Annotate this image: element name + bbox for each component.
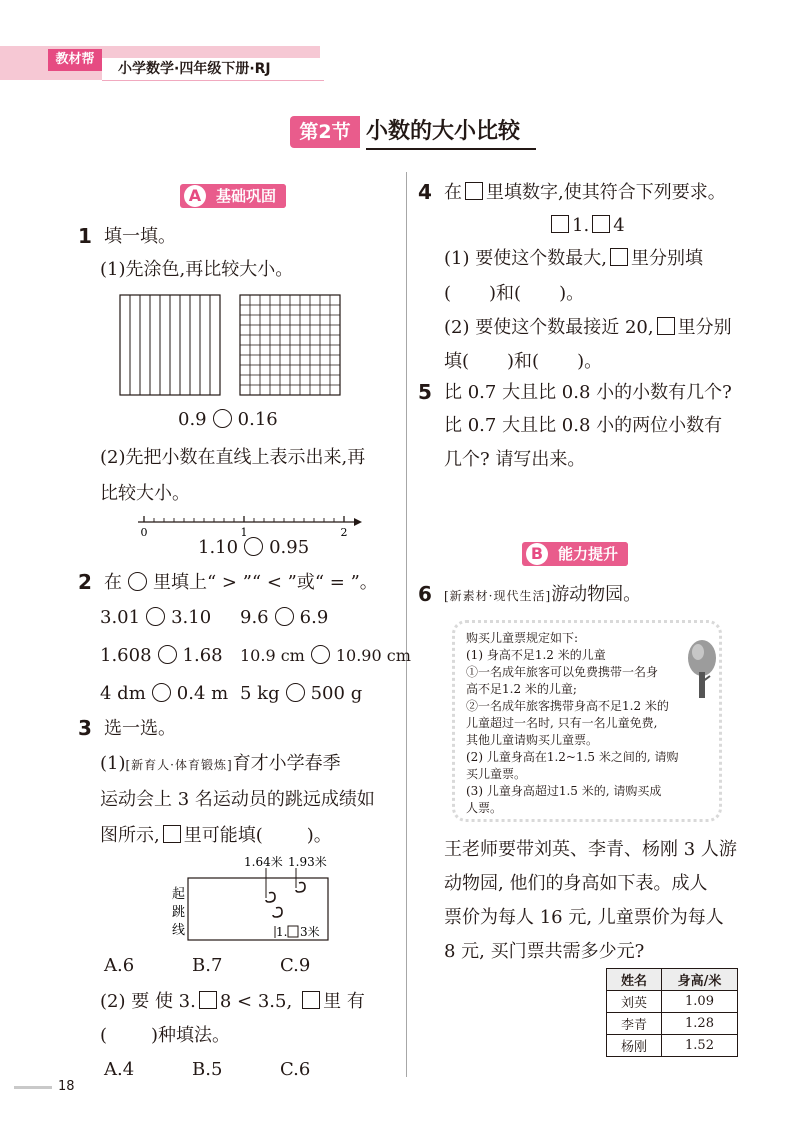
takeoff-label-2: 跳 bbox=[172, 905, 186, 920]
q6-text-line4: 8 元, 买门票共需多少元? bbox=[444, 941, 645, 962]
q3-s2-line1 bbox=[100, 990, 365, 1014]
q1-compare-2 bbox=[198, 536, 309, 560]
q2-item-2-left: 9.6 bbox=[240, 607, 269, 628]
q1-sub2-line1: (2)先把小数在直线上表示出来,再 bbox=[100, 447, 366, 468]
q5-line2: 比 0.7 大且比 0.8 小的两位小数有 bbox=[444, 415, 723, 436]
q4-num-end: 4 bbox=[613, 215, 625, 236]
compare-circle[interactable] bbox=[152, 683, 171, 702]
part-a-badge bbox=[180, 184, 286, 208]
q2-title-post: 里填上“ > ”“ < ”或“ = ”。 bbox=[153, 572, 378, 593]
q3-s1-option-b[interactable]: B.7 bbox=[192, 955, 223, 976]
ticket-rules-text bbox=[466, 630, 706, 817]
q4-s2-line2 bbox=[444, 350, 602, 374]
q2-item-6-right: 500 g bbox=[310, 683, 363, 704]
answer-box[interactable] bbox=[551, 215, 569, 233]
q2-item-5-left: 4 dm bbox=[100, 683, 146, 704]
tenths-grid bbox=[119, 294, 221, 396]
q1-title: 填一填。 bbox=[104, 226, 176, 247]
compare-circle[interactable] bbox=[213, 409, 232, 428]
rule-line: 其他儿童请购买儿童票。 bbox=[466, 733, 599, 747]
q1-number: 1 bbox=[78, 224, 92, 248]
part-b-letter: B bbox=[526, 543, 548, 565]
q2-item-5 bbox=[100, 682, 228, 706]
q2-item-1-left: 3.01 bbox=[100, 607, 141, 628]
table-row bbox=[607, 1013, 738, 1035]
table-row bbox=[607, 991, 738, 1013]
q3-s2-option-c[interactable]: C.6 bbox=[280, 1059, 311, 1080]
answer-box[interactable] bbox=[592, 215, 610, 233]
q4-number: 4 bbox=[418, 180, 432, 204]
q4-s2-a: (2) 要使这个数最接近 20, bbox=[444, 317, 654, 338]
jump-label-3-post: 3米 bbox=[300, 925, 320, 939]
q2-item-2-right: 6.9 bbox=[299, 607, 329, 628]
q1-compare-2-right: 0.95 bbox=[269, 537, 310, 558]
q2-item-4 bbox=[240, 644, 411, 668]
q2-item-1 bbox=[100, 606, 211, 630]
section-tag: 第2节 bbox=[290, 116, 360, 148]
compare-circle[interactable] bbox=[275, 607, 294, 626]
q3-s2-text2a: ( bbox=[100, 1025, 108, 1046]
takeoff-label-3: 线 bbox=[172, 923, 186, 938]
q3-s1-line2: 运动会上 3 名运动员的跳远成绩如 bbox=[100, 789, 375, 810]
answer-box[interactable] bbox=[163, 825, 181, 843]
q6-number: 6 bbox=[418, 582, 432, 606]
q6-text-line1: 王老师要带刘英、李青、杨刚 3 人游 bbox=[444, 839, 737, 860]
q6-text-line3: 票价为每人 16 元, 儿童票价为每人 bbox=[444, 907, 724, 928]
jump-label-2: 1.93米 bbox=[288, 855, 327, 869]
table-cell-name: 杨刚 bbox=[607, 1035, 662, 1057]
answer-box[interactable] bbox=[302, 991, 320, 1009]
q2-item-2 bbox=[240, 606, 328, 630]
box-icon bbox=[465, 182, 483, 200]
compare-circle[interactable] bbox=[146, 607, 165, 626]
q2-item-3 bbox=[100, 644, 223, 668]
rule-line: 人票。 bbox=[466, 801, 503, 815]
tree-icon bbox=[684, 638, 720, 700]
q6-title-text: 游动物园。 bbox=[551, 584, 642, 605]
rule-line: (1) 身高不足1.2 米的儿童 bbox=[466, 648, 606, 662]
q3-s1-line3 bbox=[100, 824, 332, 848]
q3-s1-option-a[interactable]: A.6 bbox=[104, 955, 135, 976]
q3-s2-text1c: 里 有 bbox=[323, 991, 365, 1012]
rule-line: (2) 儿童身高在1.2~1.5 米之间的, 请购 bbox=[466, 750, 679, 764]
q3-s1-text3b: 里可能填( bbox=[183, 825, 263, 846]
q3-number: 3 bbox=[78, 716, 92, 740]
q6-title bbox=[444, 583, 641, 608]
compare-circle[interactable] bbox=[311, 645, 330, 664]
q2-item-6-left: 5 kg bbox=[240, 683, 280, 704]
q5-number: 5 bbox=[418, 380, 432, 404]
rule-line: 买儿童票。 bbox=[466, 767, 527, 781]
q4-title-pre: 在 bbox=[444, 182, 462, 203]
section-title: 小数的大小比较 bbox=[366, 119, 521, 144]
q4-s1-b: 里分别填 bbox=[630, 248, 703, 269]
q4-num-mid: 1. bbox=[572, 215, 590, 236]
q6-text-line2: 动物园, 他们的身高如下表。成人 bbox=[444, 873, 708, 894]
rule-line: (3) 儿童身高超过1.5 米的, 请购买成 bbox=[466, 784, 662, 798]
q1-compare-1-right: 0.16 bbox=[237, 409, 278, 430]
q3-s1-tag: [新育人·体育锻炼] bbox=[125, 758, 233, 772]
long-jump-figure bbox=[166, 852, 336, 946]
page-number: 18 bbox=[58, 1079, 75, 1094]
compare-circle[interactable] bbox=[286, 683, 305, 702]
header-tab: 教材帮 bbox=[48, 49, 102, 71]
table-cell-name: 李青 bbox=[607, 1013, 662, 1035]
q2-item-6 bbox=[240, 682, 362, 706]
table-header-row bbox=[607, 969, 738, 991]
q2-title-pre: 在 bbox=[104, 572, 122, 593]
compare-circle-icon bbox=[128, 572, 147, 591]
q5-line1: 比 0.7 大且比 0.8 小的小数有几个? bbox=[444, 382, 732, 403]
jump-label-3-pre: 1. bbox=[276, 925, 288, 939]
q2-title bbox=[104, 571, 378, 595]
compare-circle[interactable] bbox=[158, 645, 177, 664]
part-b-label: 能力提升 bbox=[552, 542, 628, 566]
q3-s2-text1a: (2) 要 使 3. bbox=[100, 991, 196, 1012]
q3-s2-line2 bbox=[100, 1024, 230, 1048]
box-icon bbox=[610, 248, 628, 266]
q3-s1-text3a: 图所示, bbox=[100, 825, 160, 846]
axis-label-0: 0 bbox=[140, 526, 148, 539]
q3-s2-option-a[interactable]: A.4 bbox=[104, 1059, 135, 1080]
q3-s1-text1: 育才小学春季 bbox=[232, 753, 341, 774]
height-table bbox=[606, 968, 738, 1057]
hundredths-grid bbox=[239, 294, 341, 396]
part-a-letter: A bbox=[184, 185, 206, 207]
table-cell-height: 1.28 bbox=[662, 1013, 738, 1035]
rule-line: 高不足1.2 米的儿童; bbox=[466, 682, 577, 696]
part-b-badge bbox=[522, 542, 628, 566]
q3-s1-line1 bbox=[100, 752, 341, 777]
q6-tag: [新素材·现代生活] bbox=[444, 589, 552, 603]
q2-item-5-right: 0.4 m bbox=[176, 683, 229, 704]
table-cell-height: 1.09 bbox=[662, 991, 738, 1013]
q3-s1-text3c: )。 bbox=[306, 825, 332, 846]
q3-title: 选一选。 bbox=[104, 718, 176, 739]
axis-label-2: 2 bbox=[340, 526, 348, 539]
footprint-icon bbox=[266, 893, 275, 903]
q2-number: 2 bbox=[78, 570, 92, 594]
q4-s2-c3: )。 bbox=[577, 351, 603, 372]
q1-compare-2-left: 1.10 bbox=[198, 537, 239, 558]
jump-label-1: 1.64米 bbox=[244, 855, 283, 869]
q1-compare-1 bbox=[178, 408, 278, 432]
q5-line3: 几个? 请写出来。 bbox=[444, 449, 586, 470]
q2-item-4-right: 10.90 cm bbox=[335, 646, 411, 665]
section-underline bbox=[366, 148, 536, 150]
takeoff-label-1: 起 bbox=[172, 887, 186, 902]
q4-s1-c3: )。 bbox=[559, 283, 585, 304]
q3-s1-option-c[interactable]: C.9 bbox=[280, 955, 311, 976]
q4-number-template bbox=[548, 214, 625, 238]
answer-box[interactable] bbox=[199, 991, 217, 1009]
rule-line: ①一名成年旅客可以免费携带一名身 bbox=[466, 665, 659, 679]
q4-s1-c1: ( bbox=[444, 283, 452, 304]
q2-item-4-left: 10.9 cm bbox=[240, 646, 305, 665]
header-book-title: 小学数学·四年级下册·RJ bbox=[118, 61, 271, 77]
q4-s2-c1: 填( bbox=[444, 351, 470, 372]
box-icon bbox=[657, 317, 675, 335]
q2-item-1-right: 3.10 bbox=[171, 607, 212, 628]
q4-s2-b: 里分别 bbox=[677, 317, 732, 338]
table-header-name: 姓名 bbox=[607, 969, 662, 991]
q4-title-post: 里填数字,使其符合下列要求。 bbox=[486, 182, 726, 203]
q4-s1-line1 bbox=[444, 247, 703, 271]
q4-s2-c2: )和( bbox=[507, 351, 540, 372]
q1-compare-1-left: 0.9 bbox=[178, 409, 207, 430]
q2-item-3-right: 1.68 bbox=[182, 645, 223, 666]
q4-s2-line1 bbox=[444, 316, 732, 340]
table-cell-name: 刘英 bbox=[607, 991, 662, 1013]
q4-s1-line2 bbox=[444, 282, 584, 306]
q2-item-3-left: 1.608 bbox=[100, 645, 152, 666]
q3-s2-text2b: )种填法。 bbox=[151, 1025, 231, 1046]
q3-s2-option-b[interactable]: B.5 bbox=[192, 1059, 223, 1080]
rule-line: ②一名成年旅客携带身高不足1.2 米的 bbox=[466, 699, 669, 713]
q4-s1-a: (1) 要使这个数最大, bbox=[444, 248, 607, 269]
footprint-icon bbox=[273, 908, 282, 918]
column-divider bbox=[406, 172, 407, 1077]
rule-line: 购买儿童票规定如下: bbox=[466, 631, 579, 645]
q3-s1-pre: (1) bbox=[100, 753, 126, 774]
table-cell-height: 1.52 bbox=[662, 1035, 738, 1057]
axis-label-1: 1 bbox=[240, 526, 248, 539]
part-a-label: 基础巩固 bbox=[210, 184, 286, 208]
rule-line: 儿童超过一名时, 只有一名儿童免费, bbox=[466, 716, 658, 730]
compare-circle[interactable] bbox=[244, 537, 263, 556]
q1-sub1: (1)先涂色,再比较大小。 bbox=[100, 259, 294, 280]
table-header-height: 身高/米 bbox=[662, 969, 738, 991]
q3-s2-text1b: 8 < 3.5, bbox=[219, 991, 293, 1012]
q4-title bbox=[444, 181, 726, 205]
q1-sub2-line2: 比较大小。 bbox=[100, 483, 190, 504]
footprint-icon bbox=[296, 883, 305, 893]
footer-line bbox=[14, 1086, 52, 1089]
jump-label-box bbox=[288, 926, 298, 937]
q4-s1-c2: )和( bbox=[489, 283, 522, 304]
table-row bbox=[607, 1035, 738, 1057]
